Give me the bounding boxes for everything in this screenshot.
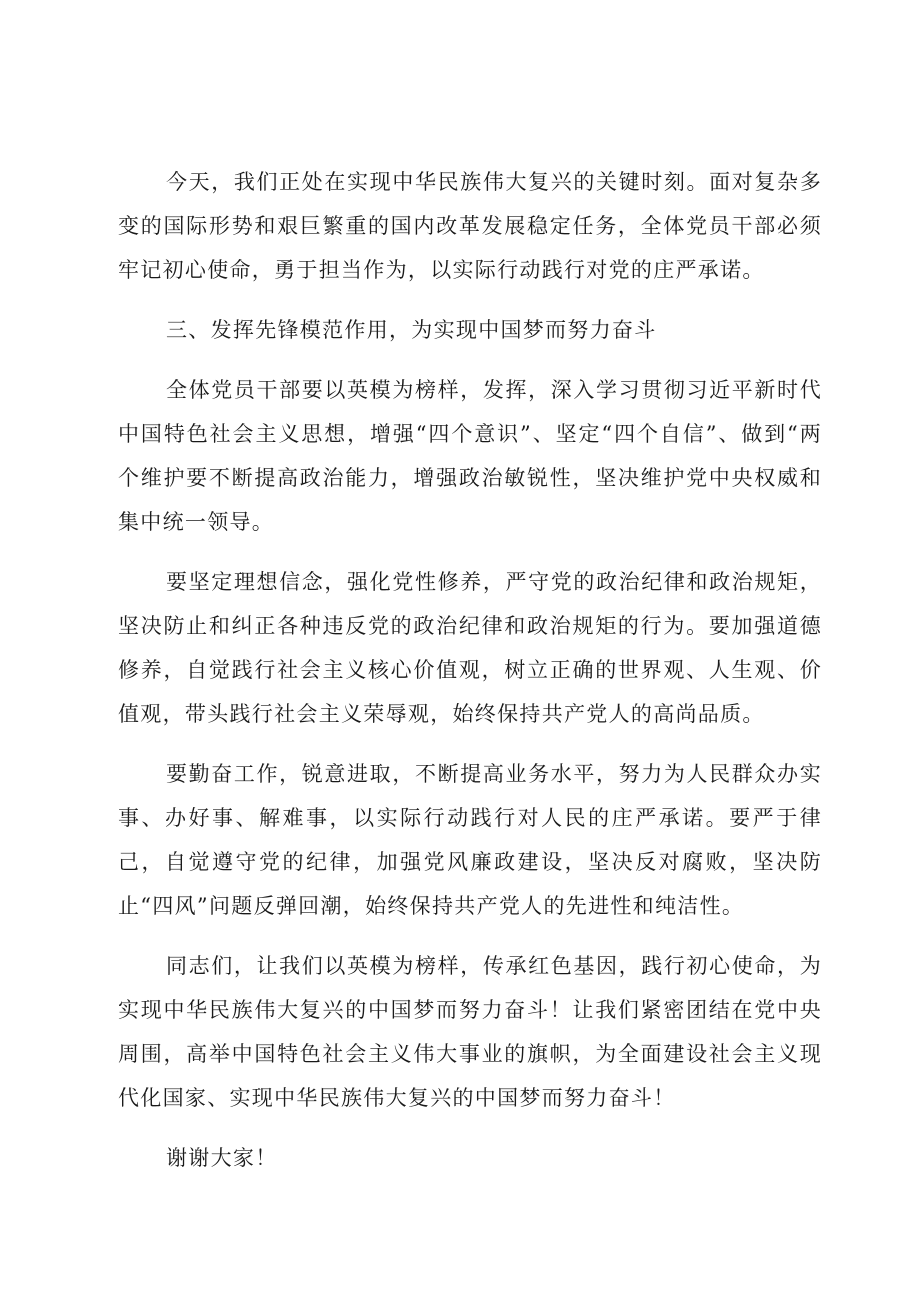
paragraph-thanks: 谢谢大家！ [166, 1146, 278, 1170]
paragraph-intro: 今天，我们正处在实现中华民族伟大复兴的关键时刻。面对复杂多变的国际形势和艰巨繁重的国内改革发展稳定任务，全体党员干部必须牢记初心使命，勇于担当作为，以实际行动践行对党的庄严承诺。 [118, 170, 822, 282]
paragraph-closing: 同志们，让我们以英模为榜样，传承红色基因，践行初心使命，为实现中华民族伟大复兴的中国梦而努力奋斗！让我们紧密团结在党中央周围，高举中国特色社会主义伟大事业的旗帜，为全面建设社会主义现代化国家、实现中华民族伟大复兴的中国梦而努力奋斗！ [118, 954, 822, 1110]
paragraph-ideals: 要坚定理想信念，强化党性修养，严守党的政治纪律和政治规矩，坚决防止和纠正各种违反党的政治纪律和政治规矩的行为。要加强道德修养，自觉践行社会主义核心价值观，树立正确的世界观、人生观、价值观，带头践行社会主义荣辱观，始终保持共产党人的高尚品质。 [118, 570, 822, 726]
paragraph-work: 要勤奋工作，锐意进取，不断提高业务水平，努力为人民群众办实事、办好事、解难事，以实际行动践行对人民的庄严承诺。要严于律己，自觉遵守党的纪律，加强党风廉政建设，坚决反对腐败，坚决防止“四风”问题反弹回潮，始终保持共产党人的先进性和纯洁性。 [118, 762, 822, 918]
paragraph-ideology: 全体党员干部要以英模为榜样，发挥，深入学习贯彻习近平新时代中国特色社会主义思想，增强“四个意识”、坚定“四个自信”、做到“两个维护要不断提高政治能力，增强政治敏锐性，坚决维护党中央权威和集中统一领导。 [118, 378, 822, 534]
section-heading: 三、发挥先锋模范作用，为实现中国梦而努力奋斗 [166, 318, 657, 342]
document-body [118, 160, 822, 1180]
